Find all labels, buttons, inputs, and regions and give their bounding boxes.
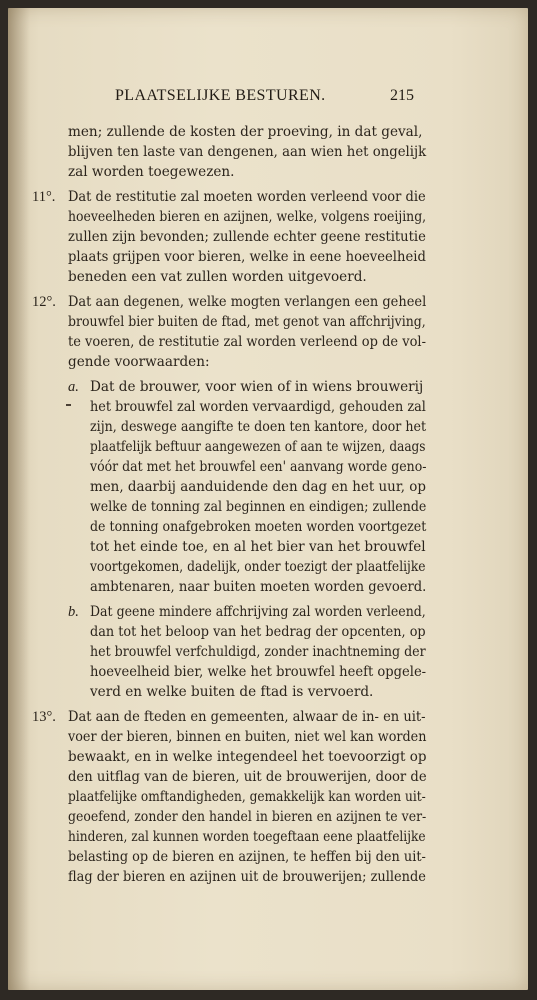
subitem-letter: b. xyxy=(68,604,79,620)
text-line: plaats grijpen voor bieren, welke in eene hoeveelheid xyxy=(68,249,426,265)
text-line: welke de tonning zal beginnen en eindigen; zullende xyxy=(90,499,427,515)
text-line: men, daarbij aanduidende den dag en het uur, op xyxy=(90,479,426,495)
text-line: gende voorwaarden: xyxy=(68,354,210,370)
text-line: Dat de restitutie zal moeten worden verleend voor die xyxy=(68,189,426,205)
text-line: voer der bieren, binnen en buiten, niet wel kan worden xyxy=(68,729,427,745)
text-line: plaatfelijke omftandigheden, gemakkelijk kan worden uit- xyxy=(68,789,426,805)
text-line: het brouwfel verfchuldigd, zonder inachtneming der xyxy=(90,644,426,660)
text-line: verd en welke buiten de ftad is vervoerd. xyxy=(90,684,374,700)
text-line: flag der bieren en azijnen uit de brouwerijen; zullende xyxy=(68,869,426,885)
text-line: Dat aan degenen, welke mogten verlangen een geheel xyxy=(68,294,427,310)
text-line: plaatfelijk beftuur aangewezen of aan te wijzen, daags xyxy=(90,439,426,455)
text-line: belasting op de bieren en azijnen, te heffen bij den uit- xyxy=(68,849,426,865)
text-line: te voeren, de restitutie zal worden verleend op de vol- xyxy=(68,334,426,350)
text-line: hoeveelheid bier, welke het brouwfel heeft opgele- xyxy=(90,664,427,680)
page-number: 215 xyxy=(390,87,414,104)
text-line: Dat de brouwer, voor wien of in wiens brouwerij xyxy=(90,379,424,395)
text-line: Dat geene mindere affchrijving zal worden verleend, xyxy=(90,604,426,620)
running-title: PLAATSELIJKE BESTUREN. xyxy=(115,87,326,104)
text-line: zullen zijn bevonden; zullende echter geene restitutie xyxy=(68,229,426,245)
text-line: geoefend, zonder den handel in bieren en azijnen te ver- xyxy=(68,809,427,825)
text-line: dan tot het beloop van het bedrag der opcenten, op xyxy=(90,624,426,640)
text-line: voortgekomen, dadelijk, onder toezigt der plaatfelijke xyxy=(90,559,426,575)
text-line: hinderen, zal kunnen worden toegeftaan eene plaatfelijke xyxy=(68,829,426,845)
text-line: den uitflag van de bieren, uit de brouwerijen, door de xyxy=(68,769,427,785)
text-line: bewaakt, en in welke integendeel het toevoorzigt op xyxy=(68,749,427,765)
text-line: zijn, deswege aangifte te doen ten kantore, door het xyxy=(90,419,427,435)
text-line: vóór dat met het brouwfel een' aanvang worde geno- xyxy=(90,459,427,475)
text-line: tot het einde toe, en al het bier van het brouwfel xyxy=(90,539,426,555)
ink-mark xyxy=(66,404,71,406)
item-number: 12°. xyxy=(32,294,56,310)
text-line: brouwfel bier buiten de ftad, met genot van affchrijving, xyxy=(68,314,426,330)
item-number: 13°. xyxy=(32,709,56,725)
page-gutter-shadow xyxy=(8,8,30,990)
text-line: ambtenaren, naar buiten moeten worden gevoerd. xyxy=(90,579,427,595)
item-number: 11°. xyxy=(32,189,56,205)
text-line: zal worden toegewezen. xyxy=(68,164,235,180)
text-line: men; zullende de kosten der proeving, in dat geval, xyxy=(68,124,423,140)
text-line: de tonning onafgebroken moeten worden voortgezet xyxy=(90,519,427,535)
text-line: hoeveelheden bieren en azijnen, welke, volgens roeijing, xyxy=(68,209,427,225)
subitem-letter: a. xyxy=(68,379,79,395)
text-line: blijven ten laste van dengenen, aan wien het ongelijk xyxy=(68,144,427,160)
text-line: beneden een vat zullen worden uitgevoerd. xyxy=(68,269,367,285)
text-line: het brouwfel zal worden vervaardigd, gehouden zal xyxy=(90,399,426,415)
text-line: Dat aan de fteden en gemeenten, alwaar de in- en uit- xyxy=(68,709,426,725)
